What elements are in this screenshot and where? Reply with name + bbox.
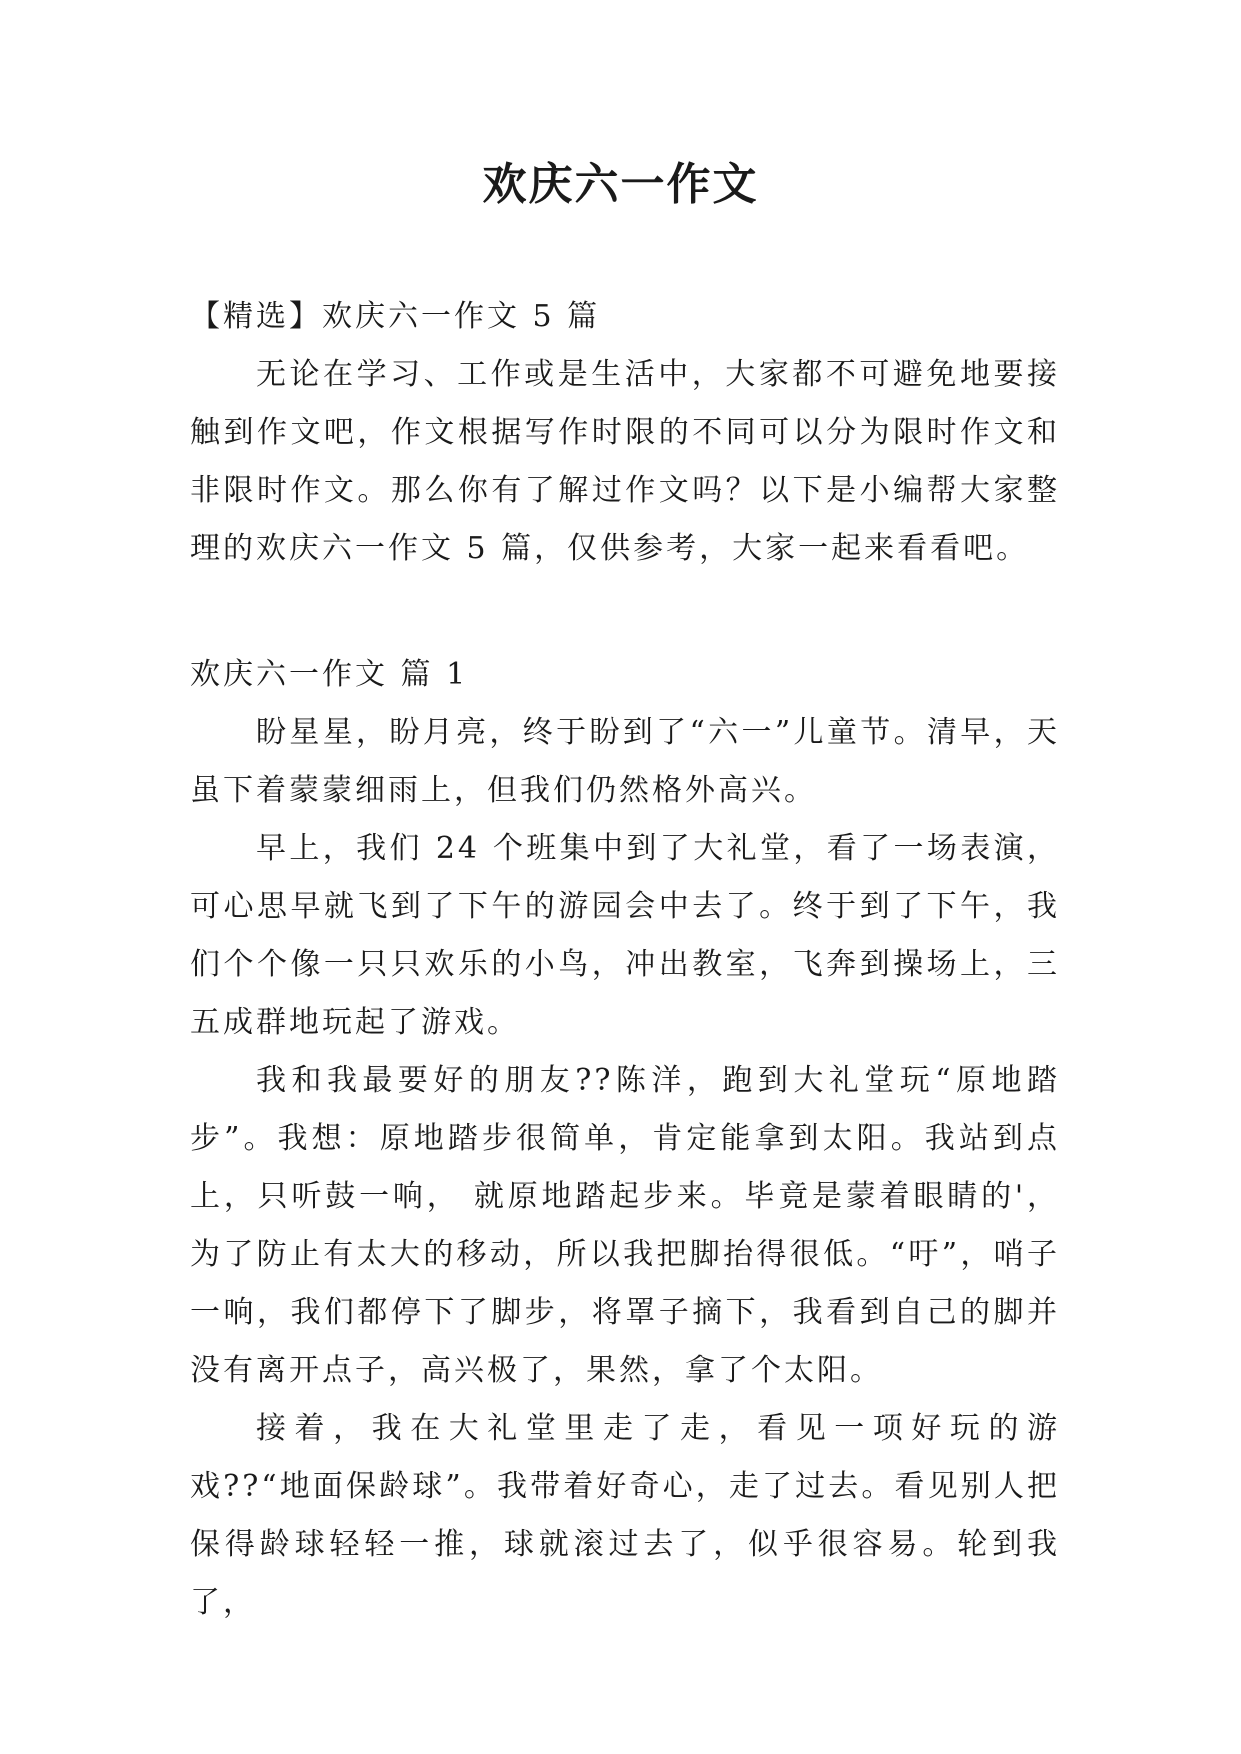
intro-paragraph: 无论在学习、工作或是生活中，大家都不可避免地要接触到作文吧，作文根据写作时限的不同可以分为限时作文和非限时作文。那么你有了解过作文吗？以下是小编帮大家整理的欢庆六一作文 5 篇，仅供参考，大家一起来看看吧。 bbox=[190, 357, 1060, 566]
body-paragraph: 盼星星，盼月亮，终于盼到了“六一”儿童节。清早，天虽下着蒙蒙细雨上，但我们仍然格外高兴。 bbox=[190, 715, 1060, 808]
section-spacer bbox=[190, 578, 1060, 646]
document-body bbox=[190, 288, 1060, 1632]
body-paragraph: 接着，我在大礼堂里走了走，看见一项好玩的游戏??“地面保龄球”。我带着好奇心，走了过去。看见别人把保得龄球轻轻一推，球就滚过去了，似乎很容易。轮到我了， bbox=[190, 1411, 1060, 1620]
body-paragraph: 我和我最要好的朋友??陈洋，跑到大礼堂玩“原地踏步”。我想：原地踏步很简单，肯定能拿到太阳。我站到点上，只听鼓一响， 就原地踏起步来。毕竟是蒙着眼睛的'，为了防止有太大的移动，所以我把脚抬得很低。“吁”，哨子一响，我们都停下了脚步，将罩子摘下，我看到自己的脚并没有离开点子，高兴极了，果然，拿了个太阳。 bbox=[190, 1063, 1060, 1388]
document-title: 欢庆六一作文 bbox=[482, 159, 759, 210]
body-paragraph: 早上，我们 24 个班集中到了大礼堂，看了一场表演，可心思早就飞到了下午的游园会中去了。终于到了下午，我们个个像一只只欢乐的小鸟，冲出教室，飞奔到操场上，三五成群地玩起了游戏。 bbox=[190, 831, 1060, 1040]
section-heading: 欢庆六一作文 篇 1 bbox=[190, 657, 469, 692]
intro-heading: 【精选】欢庆六一作文 5 篇 bbox=[190, 299, 601, 334]
